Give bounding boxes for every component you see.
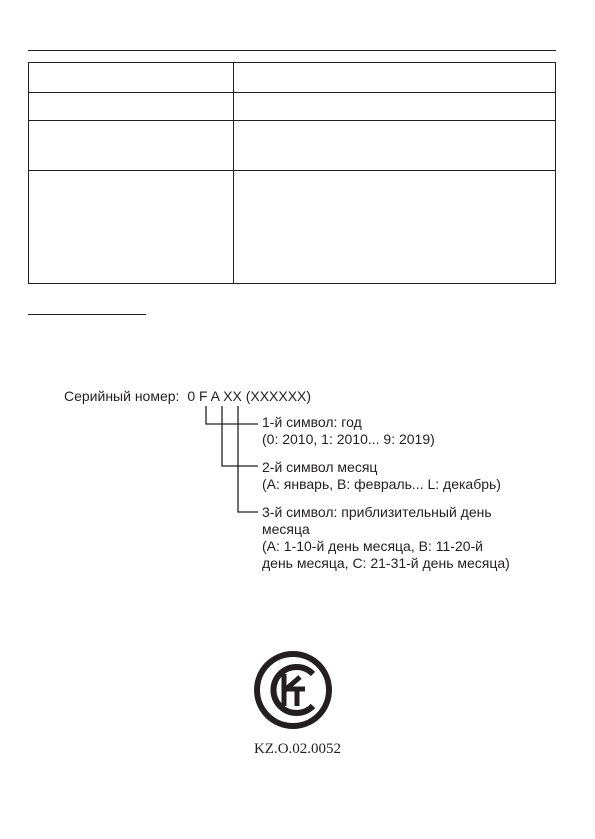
table-column-divider	[233, 63, 234, 283]
table-row	[29, 93, 555, 121]
symbol-3-detail-line-3: день месяца, C: 21-31-й день месяца)	[262, 555, 510, 571]
serial-number-code: 0 F A XX (XXXXXX)	[187, 388, 312, 404]
serial-number-label: Серийный номер:	[64, 388, 180, 404]
serial-number-line	[64, 388, 311, 404]
symbol-2-detail: (A: январь, B: февраль... L: декабрь)	[262, 476, 501, 492]
symbol-1-title: 1-й символ: год	[262, 414, 362, 430]
symbol-3-description	[262, 504, 510, 572]
empty-table	[28, 62, 556, 284]
kz-certification-mark-icon	[253, 650, 333, 730]
symbol-3-detail-line-2: (A: 1-10-й день месяца, B: 11-20-й	[262, 538, 483, 554]
table-row	[29, 63, 555, 93]
symbol-1-description	[262, 414, 435, 448]
symbol-3-title: 3-й символ: приблизительный день	[262, 504, 492, 520]
section-rule	[28, 314, 146, 315]
certification-number: KZ.O.02.0052	[253, 741, 342, 757]
symbol-3-detail-line-1: месяца	[262, 521, 310, 537]
table-row	[29, 171, 555, 283]
top-rule	[28, 50, 556, 51]
symbol-2-title: 2-й символ месяц	[262, 459, 378, 475]
symbol-2-description	[262, 459, 501, 493]
table-row	[29, 121, 555, 171]
symbol-1-detail: (0: 2010, 1: 2010... 9: 2019)	[262, 431, 435, 447]
